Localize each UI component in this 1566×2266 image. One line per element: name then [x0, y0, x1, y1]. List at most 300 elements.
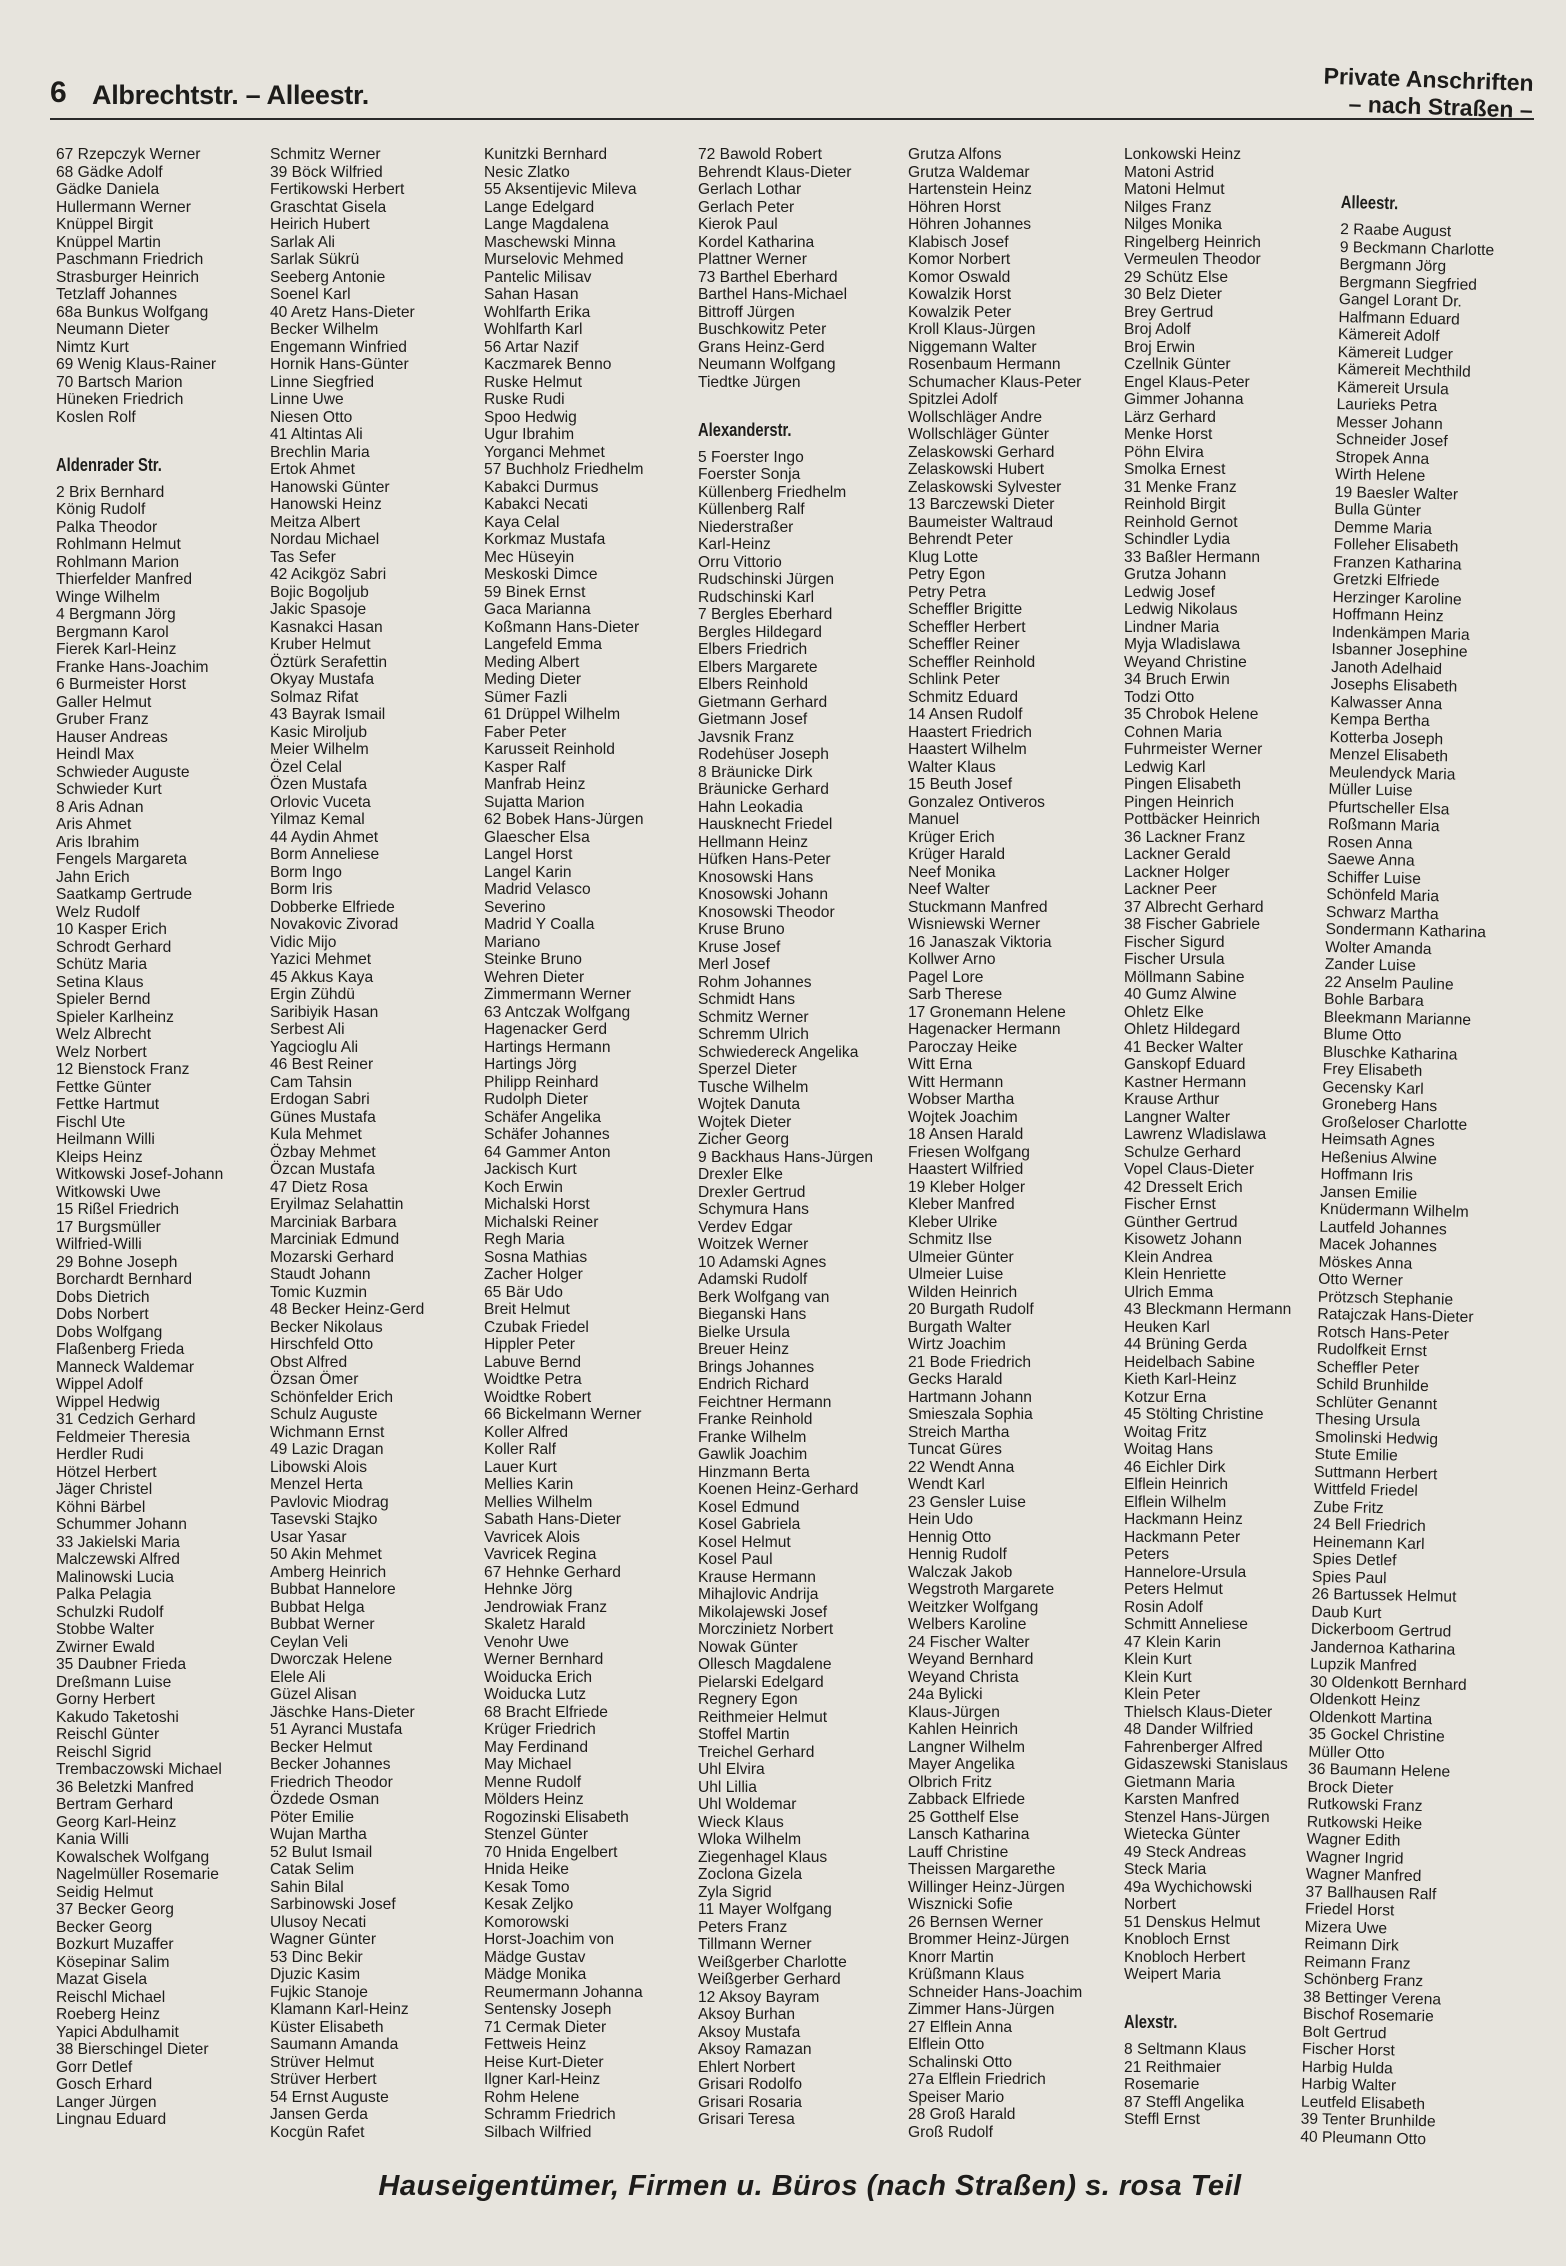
resident-entry: 2 Raabe August: [1340, 220, 1452, 241]
resident-entry: Smolinski Hedwig: [1314, 1428, 1439, 1448]
resident-entry: Fertikowski Herbert: [270, 181, 405, 198]
resident-entry: Bieganski Hans: [698, 1306, 807, 1323]
resident-entry: 46 Eichler Dirk: [1124, 1458, 1226, 1476]
resident-entry: Djuzic Kasim: [270, 1966, 361, 1983]
resident-entry: Brock Dieter: [1307, 1778, 1394, 1797]
resident-entry: Dworczak Helene: [270, 1651, 393, 1668]
spacer: [1124, 1984, 1291, 2002]
resident-entry: Fujkic Stanoje: [270, 1983, 368, 2001]
resident-entry: Wichmann Ernst: [270, 1423, 385, 1441]
resident-entry: Thierfelder Manfred: [56, 571, 193, 588]
resident-entry: Gecks Harald: [908, 1371, 1003, 1388]
resident-entry: Hauser Andreas: [56, 728, 168, 746]
resident-entry: Ertok Ahmet: [270, 461, 355, 478]
resident-entry: Macek Johannes: [1318, 1235, 1438, 1256]
resident-entry: Bozkurt Muzaffer: [56, 1936, 174, 1953]
resident-entry: 42 Acikgöz Sabri: [270, 566, 387, 583]
resident-entry: Bohle Barbara: [1323, 990, 1424, 1010]
resident-entry: 35 Gockel Christine: [1308, 1725, 1445, 1746]
column-1: [56, 146, 223, 2129]
resident-entry: 67 Hehnke Gerhard: [484, 1563, 621, 1581]
resident-entry: Becker Georg: [56, 1918, 153, 1936]
resident-entry: Gaca Marianna: [484, 601, 591, 618]
resident-entry: Saatkamp Gertrude: [56, 886, 193, 903]
resident-entry: Özdede Osman: [270, 1791, 380, 1808]
resident-entry: Strüver Herbert: [270, 2071, 377, 2088]
resident-entry: Smieszala Sophia: [908, 1406, 1033, 1423]
resident-entry: 67 Rzepczyk Werner: [56, 146, 201, 163]
resident-entry: Stenzel Hans-Jürgen: [1124, 1808, 1270, 1826]
resident-entry: Graschtat Gisela: [270, 198, 387, 216]
resident-entry: Mellies Wilhelm: [484, 1493, 593, 1511]
resident-entry: Weitzker Wolfgang: [908, 1598, 1039, 1616]
resident-entry: Ulrich Emma: [1124, 1283, 1214, 1301]
resident-entry: Ugur Ibrahim: [484, 426, 575, 443]
resident-entry: 35 Daubner Frieda: [56, 1656, 187, 1673]
resident-entry: Kordel Katharina: [698, 233, 815, 251]
resident-entry: Stropek Anna: [1335, 448, 1430, 468]
resident-entry: Reischl Michael: [56, 1988, 166, 2006]
resident-entry: 26 Bartussek Helmut: [1311, 1585, 1457, 1606]
resident-entry: 19 Baesler Walter: [1334, 483, 1459, 504]
resident-entry: Reimann Franz: [1303, 1953, 1411, 1973]
resident-entry: Rohm Helene: [484, 2088, 580, 2106]
resident-entry: Morczinietz Norbert: [698, 1621, 834, 1638]
resident-entry: Mädge Monika: [484, 1966, 587, 1983]
resident-entry: Aksoy Mustafa: [698, 2023, 801, 2041]
resident-entry: Kleber Ulrike: [908, 1213, 998, 1231]
resident-entry: Lange Edelgard: [484, 198, 595, 216]
resident-entry: Spieler Bernd: [56, 991, 151, 1008]
resident-entry: Faber Peter: [484, 723, 567, 741]
resident-entry: 46 Best Reiner: [270, 1056, 374, 1073]
resident-entry: Kowalzik Horst: [908, 286, 1012, 303]
resident-entry: Kämereit Adolf: [1337, 325, 1440, 346]
resident-entry: Nagelmüller Rosemarie: [56, 1866, 219, 1883]
resident-entry: Malinowski Lucia: [56, 1568, 174, 1586]
resident-entry: Lackner Gerald: [1124, 846, 1231, 863]
resident-entry: Schild Brunhilde: [1315, 1375, 1429, 1396]
resident-entry: Pantelic Milisav: [484, 268, 592, 286]
resident-entry: Engel Klaus-Peter: [1124, 373, 1250, 391]
resident-entry: Özen Mustafa: [270, 776, 368, 793]
resident-entry: Barthel Hans-Michael: [698, 286, 848, 303]
resident-entry: Feldmeier Theresia: [56, 1428, 191, 1446]
resident-entry: Wegstroth Margarete: [908, 1581, 1055, 1598]
resident-entry: Ringelberg Heinrich: [1124, 233, 1261, 251]
resident-entry: Klein Andrea: [1124, 1248, 1213, 1266]
resident-entry: Wendt Karl: [908, 1476, 985, 1493]
resident-entry: Wilfried-Willi: [56, 1236, 142, 1253]
resident-entry: Hartings Jörg: [484, 1056, 577, 1073]
resident-entry: 31 Cedzich Gerhard: [56, 1411, 196, 1428]
resident-entry: Linne Uwe: [270, 391, 344, 408]
resident-entry: Jansen Emilie: [1319, 1183, 1418, 1203]
street-heading: Alexstr.: [1124, 2012, 1178, 2032]
resident-entry: Libowski Alois: [270, 1458, 368, 1476]
resident-entry: 18 Ansen Harald: [908, 1126, 1024, 1143]
resident-entry: Welz Albrecht: [56, 1026, 152, 1043]
resident-entry: Krüßmann Klaus: [908, 1966, 1025, 1983]
resident-entry: 70 Hnida Engelbert: [484, 1843, 618, 1861]
resident-entry: 31 Menke Franz: [1124, 478, 1237, 496]
resident-entry: Trembaczowski Michael: [56, 1761, 222, 1778]
resident-entry: Fettke Hartmut: [56, 1096, 160, 1113]
resident-entry: Fahrenberger Alfred: [1124, 1738, 1263, 1756]
resident-entry: Brey Gertrud: [1124, 303, 1214, 321]
resident-entry: Werner Bernhard: [484, 1651, 604, 1668]
resident-entry: Dobs Norbert: [56, 1306, 149, 1323]
resident-entry: Schmitz Werner: [270, 146, 381, 163]
resident-entry: Hannelore-Ursula: [1124, 1563, 1247, 1581]
resident-entry: Burgath Walter: [908, 1318, 1012, 1336]
resident-entry: Kasic Miroljub: [270, 723, 368, 741]
resident-entry: Kollwer Arno: [908, 951, 996, 968]
resident-entry: Nimtz Kurt: [56, 338, 129, 356]
resident-entry: Weißgerber Gerhard: [698, 1971, 841, 1988]
resident-entry: Nilges Franz: [1124, 198, 1212, 216]
resident-entry: 53 Dinc Bekir: [270, 1948, 363, 1966]
footer-note: Hauseigentümer, Firmen u. Büros (nach Straßen) s. rosa Teil: [378, 2170, 1242, 2202]
resident-entry: Nesic Zlatko: [484, 163, 570, 181]
resident-entry: Thielsch Klaus-Dieter: [1124, 1703, 1273, 1721]
resident-entry: Reischl Sigrid: [56, 1743, 152, 1761]
resident-entry: Fischer Ursula: [1124, 951, 1225, 968]
resident-entry: Niesen Otto: [270, 408, 353, 426]
resident-entry: Kämereit Ursula: [1336, 378, 1449, 398]
resident-entry: Woitzek Werner: [698, 1236, 809, 1253]
resident-entry: Malczewski Alfred: [56, 1551, 180, 1568]
resident-entry: Nilges Monika: [1124, 216, 1222, 233]
resident-entry: Okyay Mustafa: [270, 671, 374, 688]
resident-entry: Gruber Franz: [56, 711, 149, 728]
resident-entry: Kosel Paul: [698, 1551, 773, 1568]
resident-entry: Meier Wilhelm: [270, 741, 369, 758]
resident-entry: May Ferdinand: [484, 1738, 589, 1756]
resident-entry: Heirich Hubert: [270, 216, 370, 233]
resident-entry: Hartmann Johann: [908, 1388, 1032, 1406]
resident-entry: Gerlach Lothar: [698, 181, 802, 198]
resident-entry: Marciniak Barbara: [270, 1213, 397, 1231]
resident-entry: Baumeister Waltraud: [908, 513, 1054, 531]
resident-entry: Rutkowski Heike: [1306, 1813, 1423, 1833]
resident-entry: Knosowski Hans: [698, 868, 814, 886]
resident-entry: 51 Denskus Helmut: [1124, 1913, 1261, 1931]
resident-entry: Reithmeier Helmut: [698, 1708, 828, 1726]
resident-entry: Möskes Anna: [1318, 1253, 1413, 1273]
resident-entry: 48 Becker Heinz-Gerd: [270, 1301, 425, 1318]
resident-entry: Güzel Alisan: [270, 1686, 357, 1703]
resident-entry: Gecensky Karl: [1322, 1078, 1424, 1098]
resident-entry: Vavricek Alois: [484, 1528, 580, 1546]
resident-entry: Hornik Hans-Günter: [270, 356, 409, 373]
resident-entry: Janoth Adelhaid: [1330, 658, 1443, 678]
resident-entry: Spies Detlef: [1312, 1550, 1397, 1570]
resident-entry: Küllenberg Ralf: [698, 501, 805, 518]
resident-entry: 41 Becker Walter: [1124, 1038, 1244, 1056]
resident-entry: Kleber Manfred: [908, 1196, 1015, 1213]
resident-entry: Wilden Heinrich: [908, 1283, 1018, 1301]
resident-entry: Madrid Velasco: [484, 881, 591, 898]
resident-entry: Welbers Karoline: [908, 1616, 1027, 1633]
resident-entry: Jansen Gerda: [270, 2106, 368, 2123]
resident-entry: 8 Seltmann Klaus: [1124, 2041, 1247, 2058]
resident-entry: Michalski Horst: [484, 1196, 590, 1213]
resident-entry: Schalinski Otto: [908, 2053, 1013, 2071]
resident-entry: Ulmeier Günter: [908, 1248, 1014, 1266]
resident-entry: Kotterba Joseph: [1329, 728, 1444, 748]
resident-entry: Wirtz Joachim: [908, 1336, 1006, 1353]
resident-entry: Kotzur Erna: [1124, 1388, 1207, 1406]
resident-entry: Hinzmann Berta: [698, 1463, 810, 1481]
resident-entry: Höhren Johannes: [908, 216, 1032, 233]
resident-entry: Niggemann Walter: [908, 338, 1037, 356]
resident-entry: Willinger Heinz-Jürgen: [908, 1878, 1065, 1896]
resident-entry: Ilgner Karl-Heinz: [484, 2071, 601, 2088]
resident-entry: Herzinger Karoline: [1332, 588, 1462, 609]
resident-entry: Prötzsch Stephanie: [1317, 1288, 1454, 1309]
resident-entry: Sentensky Joseph: [484, 2001, 612, 2018]
resident-entry: Dobs Dietrich: [56, 1288, 150, 1306]
resident-entry: Theissen Margarethe: [908, 1861, 1056, 1878]
resident-entry: Schulz Auguste: [270, 1406, 378, 1423]
resident-entry: Stobbe Walter: [56, 1621, 155, 1638]
street-heading: Aldenrader Str.: [56, 454, 162, 475]
resident-entry: Josephs Elisabeth: [1330, 675, 1458, 696]
resident-entry: Bubbat Helga: [270, 1598, 365, 1616]
resident-entry: Adamski Rudolf: [698, 1271, 808, 1288]
resident-entry: Mazat Gisela: [56, 1971, 147, 1988]
resident-entry: 45 Stölting Christine: [1124, 1406, 1264, 1423]
resident-entry: Elele Ali: [270, 1668, 326, 1686]
resident-entry: Skaletz Harald: [484, 1616, 586, 1633]
resident-entry: Borchardt Bernhard: [56, 1271, 193, 1288]
resident-entry: Grisari Rosaria: [698, 2093, 802, 2111]
resident-entry: Hippler Peter: [484, 1336, 576, 1353]
resident-entry: Rutkowski Franz: [1307, 1795, 1423, 1816]
resident-entry: Saumann Amanda: [270, 2036, 399, 2053]
resident-entry: Dobberke Elfriede: [270, 898, 395, 916]
resident-entry: Ganskopf Eduard: [1124, 1056, 1246, 1073]
resident-entry: Severino: [484, 898, 546, 916]
resident-entry: 29 Schütz Else: [1124, 268, 1229, 286]
resident-entry: 68 Gädke Adolf: [56, 163, 163, 181]
resident-entry: Gretzki Elfriede: [1332, 570, 1440, 591]
resident-entry: Knosowski Johann: [698, 886, 829, 903]
resident-entry: 36 Beletzki Manfred: [56, 1778, 194, 1796]
resident-entry: Zoclona Gizela: [698, 1866, 803, 1883]
resident-entry: Grisari Teresa: [698, 2111, 795, 2128]
resident-entry: Silbach Wilfried: [484, 2123, 592, 2141]
resident-entry: Wollschläger Andre: [908, 408, 1043, 426]
resident-entry: Laurieks Petra: [1336, 395, 1438, 416]
resident-entry: König Rudolf: [56, 501, 146, 518]
resident-entry: Seidig Helmut: [56, 1883, 154, 1901]
resident-entry: Haastert Wilhelm: [908, 741, 1027, 758]
resident-entry: Hackmann Heinz: [1124, 1511, 1243, 1528]
resident-entry: Reimann Dirk: [1304, 1935, 1399, 1955]
resident-entry: Plattner Werner: [698, 251, 807, 268]
resident-entry: 24 Bell Friedrich: [1312, 1515, 1426, 1536]
resident-entry: Witkowski Uwe: [56, 1183, 161, 1201]
resident-entry: Kieth Karl-Heinz: [1124, 1371, 1237, 1388]
resident-entry: 68a Bunkus Wolfgang: [56, 303, 209, 321]
resident-entry: Kowalzik Peter: [908, 303, 1012, 321]
resident-entry: Bertram Gerhard: [56, 1796, 173, 1813]
street-heading: Alleestr.: [1340, 191, 1399, 214]
resident-entry: Rudolph Dieter: [484, 1091, 589, 1108]
resident-entry: Bergmann Jörg: [1339, 255, 1447, 276]
resident-entry: Kisowetz Johann: [1124, 1231, 1242, 1248]
resident-entry: Scheffler Peter: [1316, 1358, 1420, 1378]
resident-entry: Paroczay Heike: [908, 1038, 1018, 1056]
resident-entry: Wobser Martha: [908, 1091, 1015, 1108]
column-6: [1124, 146, 1291, 2129]
resident-entry: Knüppel Martin: [56, 233, 161, 251]
resident-entry: 37 Albrecht Gerhard: [1124, 898, 1264, 916]
resident-entry: Hausknecht Friedel: [698, 816, 833, 833]
resident-entry: Haastert Friedrich: [908, 723, 1032, 741]
resident-entry: Schlüter Genannt: [1315, 1393, 1438, 1413]
resident-entry: Flaßenberg Frieda: [56, 1341, 185, 1358]
resident-entry: Schäfer Angelika: [484, 1108, 602, 1126]
resident-entry: Yilmaz Kemal: [270, 811, 365, 828]
resident-entry: Solmaz Rifat: [270, 688, 359, 706]
resident-entry: 30 Belz Dieter: [1124, 286, 1222, 303]
resident-entry: Zwirner Ewald: [56, 1638, 155, 1656]
resident-entry: Witt Hermann: [908, 1073, 1004, 1091]
resident-entry: Müller Luise: [1328, 780, 1413, 800]
resident-entry: 26 Bernsen Werner: [908, 1913, 1043, 1931]
resident-entry: Koller Ralf: [484, 1441, 556, 1458]
resident-entry: Streich Martha: [908, 1423, 1010, 1441]
resident-entry: 59 Binek Ernst: [484, 583, 586, 601]
resident-entry: Krause Hermann: [698, 1568, 816, 1586]
resident-entry: 35 Chrobok Helene: [1124, 706, 1259, 723]
resident-entry: Jendrowiak Franz: [484, 1598, 608, 1616]
resident-entry: Steffl Ernst: [1124, 2111, 1200, 2128]
resident-entry: Korkmaz Mustafa: [484, 531, 606, 548]
resident-entry: 6 Burmeister Horst: [56, 676, 186, 693]
resident-entry: Kowalschek Wolfgang: [56, 1848, 210, 1866]
resident-entry: Manfrab Heinz: [484, 776, 586, 793]
resident-entry: Heßenius Alwine: [1320, 1148, 1438, 1168]
resident-entry: Stoffel Martin: [698, 1726, 790, 1743]
resident-entry: Tusche Wilhelm: [698, 1078, 809, 1096]
resident-entry: 37 Becker Georg: [56, 1901, 174, 1918]
resident-entry: Neumann Wolfgang: [698, 356, 836, 373]
resident-entry: Woitag Hans: [1124, 1441, 1213, 1458]
resident-entry: 36 Lackner Franz: [1124, 828, 1246, 846]
resident-entry: Matoni Helmut: [1124, 181, 1225, 198]
resident-entry: Hanowski Günter: [270, 478, 390, 496]
resident-entry: Klein Henriette: [1124, 1266, 1227, 1283]
resident-entry: Lupzik Manfred: [1310, 1655, 1417, 1675]
resident-entry: Gietmann Josef: [698, 711, 808, 728]
resident-entry: Kastner Hermann: [1124, 1073, 1247, 1091]
resident-entry: Zube Fritz: [1313, 1498, 1384, 1517]
resident-entry: Küllenberg Friedhelm: [698, 483, 847, 501]
resident-entry: 49 Lazic Dragan: [270, 1441, 384, 1458]
resident-entry: Petry Petra: [908, 583, 986, 601]
resident-entry: 37 Ballhausen Ralf: [1305, 1883, 1437, 1903]
resident-entry: Wagner Ingrid: [1305, 1848, 1404, 1868]
resident-entry: Bleekmann Marianne: [1323, 1008, 1472, 1029]
resident-entry: 28 Groß Harald: [908, 2106, 1016, 2123]
resident-entry: 73 Barthel Eberhard: [698, 268, 838, 286]
resident-entry: Demme Maria: [1333, 518, 1433, 538]
resident-entry: Ollesch Magdalene: [698, 1656, 832, 1673]
resident-entry: Ledwig Nikolaus: [1124, 601, 1238, 618]
resident-entry: Koslen Rolf: [56, 408, 136, 426]
resident-entry: Saewe Anna: [1326, 850, 1415, 870]
resident-entry: Thesing Ursula: [1315, 1410, 1421, 1430]
resident-entry: Horst-Joachim von: [484, 1931, 614, 1948]
resident-entry: Staudt Johann: [270, 1266, 371, 1283]
resident-entry: 50 Akin Mehmet: [270, 1546, 382, 1563]
resident-entry: Rotsch Hans-Peter: [1316, 1323, 1450, 1343]
resident-entry: Schiffer Luise: [1326, 868, 1422, 888]
resident-entry: Peters Helmut: [1124, 1581, 1223, 1598]
resident-entry: Nowak Günter: [698, 1638, 798, 1656]
resident-entry: Mihajlovic Andrija: [698, 1586, 819, 1603]
resident-entry: Elflein Wilhelm: [1124, 1493, 1227, 1511]
resident-entry: Harbig Hulda: [1301, 2058, 1393, 2077]
resident-entry: Regh Maria: [484, 1231, 565, 1248]
resident-entry: Pfurtscheller Elsa: [1327, 798, 1450, 818]
resident-entry: Langefeld Emma: [484, 636, 602, 653]
resident-entry: 54 Ernst Auguste: [270, 2088, 389, 2106]
resident-entry: Michalski Reiner: [484, 1213, 599, 1231]
resident-entry: 11 Mayer Wolfgang: [698, 1901, 832, 1918]
resident-entry: Lansch Katharina: [908, 1826, 1030, 1843]
resident-entry: 13 Barczewski Dieter: [908, 496, 1055, 513]
resident-entry: Philipp Reinhard: [484, 1073, 599, 1091]
resident-entry: Manuel: [908, 811, 960, 828]
resident-entry: Fischer Sigurd: [1124, 933, 1225, 951]
resident-entry: Schönberg Franz: [1303, 1970, 1424, 1991]
resident-entry: Öztürk Serafettin: [270, 653, 387, 671]
resident-entry: Brings Johannes: [698, 1358, 815, 1376]
resident-entry: Reischl Günter: [56, 1726, 160, 1743]
resident-entry: Vidic Mijo: [270, 933, 337, 951]
resident-entry: Kesak Tomo: [484, 1878, 570, 1896]
resident-entry: Wohlfarth Erika: [484, 303, 591, 321]
column-2: [270, 146, 424, 2141]
resident-entry: Fischer Ernst: [1124, 1196, 1216, 1213]
resident-entry: Palka Theodor: [56, 518, 158, 536]
resident-entry: 68 Bracht Elfriede: [484, 1703, 608, 1721]
resident-entry: Menne Rudolf: [484, 1773, 582, 1791]
resident-entry: Höhren Horst: [908, 198, 1001, 216]
resident-entry: Zimmermann Werner: [484, 986, 632, 1003]
resident-entry: Becker Helmut: [270, 1738, 373, 1756]
resident-entry: Hötzel Herbert: [56, 1463, 157, 1481]
resident-entry: Lärz Gerhard: [1124, 408, 1216, 426]
resident-entry: Regnery Egon: [698, 1691, 798, 1708]
resident-entry: Smolka Ernest: [1124, 461, 1226, 478]
resident-entry: 71 Cermak Dieter: [484, 2018, 607, 2036]
resident-entry: 87 Steffl Angelika: [1124, 2093, 1245, 2111]
resident-entry: Ergin Zühdü: [270, 986, 355, 1003]
resident-entry: 51 Ayranci Mustafa: [270, 1721, 403, 1738]
resident-entry: Koenen Heinz-Gerhard: [698, 1481, 859, 1498]
resident-entry: Schwiedereck Angelika: [698, 1043, 859, 1061]
resident-entry: Leutfeld Elisabeth: [1300, 2093, 1426, 2113]
resident-entry: Hanowski Heinz: [270, 496, 382, 513]
resident-entry: Isbanner Josephine: [1331, 640, 1468, 661]
resident-entry: 49 Steck Andreas: [1124, 1843, 1247, 1861]
